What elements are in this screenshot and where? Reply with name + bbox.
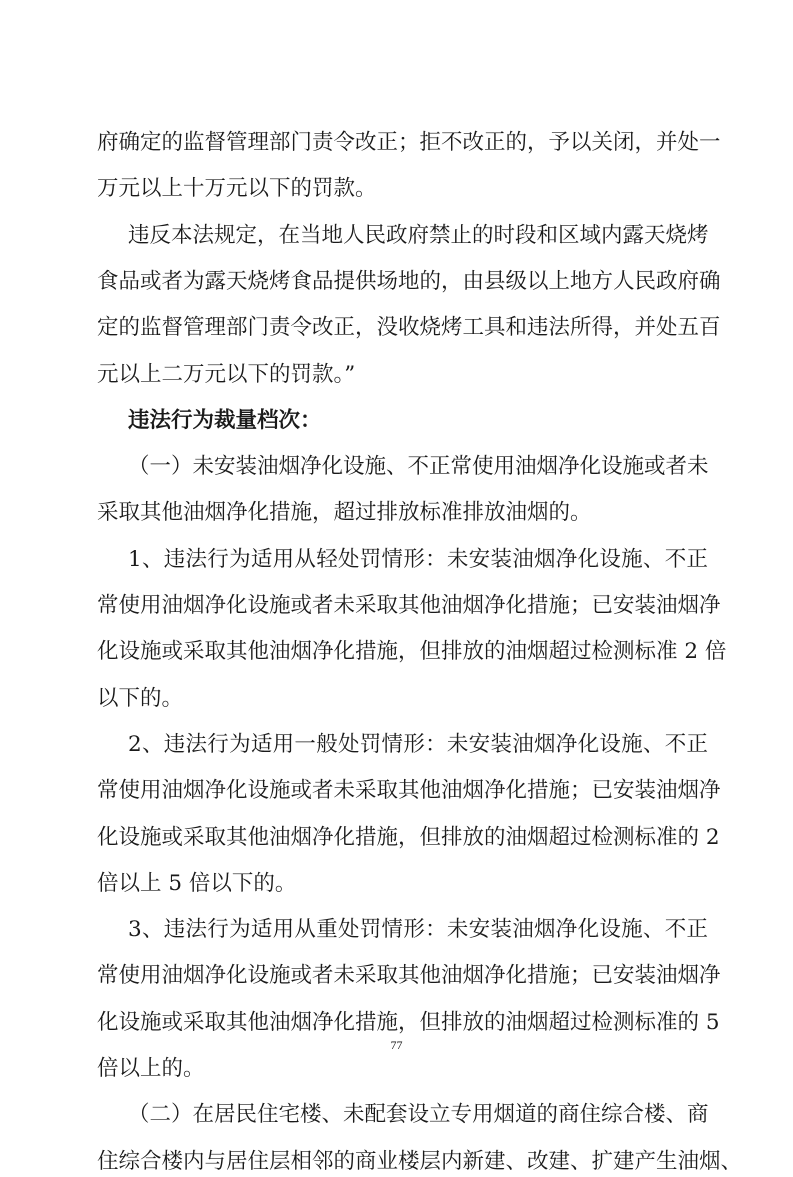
page-number: 77 — [390, 1038, 403, 1052]
paragraph-line: 倍以上的。 — [97, 1056, 205, 1081]
paragraph-line: 违反本法规定，在当地人民政府禁止的时段和区域内露天烧烤 — [128, 222, 709, 248]
paragraph-line: 化设施或采取其他油烟净化措施，但排放的油烟超过检测标准的 2 — [97, 824, 720, 850]
paragraph-line: （二）在居民住宅楼、未配套设立专用烟道的商住综合楼、商 — [128, 1102, 709, 1128]
paragraph-line: 以下的。 — [97, 685, 184, 711]
paragraph-line: 常使用油烟净化设施或者未采取其他油烟净化措施；已安装油烟净 — [97, 963, 721, 989]
paragraph-line: 元以上二万元以下的罚款。” — [97, 361, 356, 387]
paragraph-line: 常使用油烟净化设施或者未采取其他油烟净化措施；已安装油烟净 — [97, 593, 721, 618]
paragraph-line: 府确定的监督管理部门责令改正；拒不改正的，予以关闭，并处一 — [97, 130, 721, 155]
paragraph-line: 倍以上 5 倍以下的。 — [97, 870, 297, 896]
paragraph-line: 常使用油烟净化设施或者未采取其他油烟净化措施；已安装油烟净 — [97, 778, 721, 804]
paragraph-line: 住综合楼内与居住层相邻的商业楼层内新建、改建、扩建产生油烟、 — [97, 1148, 743, 1174]
paragraph-line: （一）未安装油烟净化设施、不正常使用油烟净化设施或者未 — [128, 454, 709, 480]
section-heading: 违法行为裁量档次： — [128, 407, 322, 433]
paragraph-line: 3、违法行为适用从重处罚情形：未安装油烟净化设施、不正 — [128, 917, 708, 943]
paragraph-line: 1、违法行为适用从轻处罚情形：未安装油烟净化设施、不正 — [128, 546, 708, 572]
paragraph-line: 万元以上十万元以下的罚款。 — [97, 176, 377, 202]
paragraph-line: 化设施或采取其他油烟净化措施，但排放的油烟超过检测标准 2 倍 — [97, 639, 727, 665]
paragraph-line: 食品或者为露天烧烤食品提供场地的，由县级以上地方人民政府确 — [97, 268, 721, 294]
paragraph-line: 2、违法行为适用一般处罚情形：未安装油烟净化设施、不正 — [128, 731, 708, 757]
paragraph-line: 采取其他油烟净化措施，超过排放标准排放油烟的。 — [97, 500, 592, 526]
paragraph-line: 化设施或采取其他油烟净化措施，但排放的油烟超过检测标准的 5 — [97, 1009, 720, 1035]
paragraph-line: 定的监督管理部门责令改正，没收烧烤工具和违法所得，并处五百 — [97, 315, 721, 341]
